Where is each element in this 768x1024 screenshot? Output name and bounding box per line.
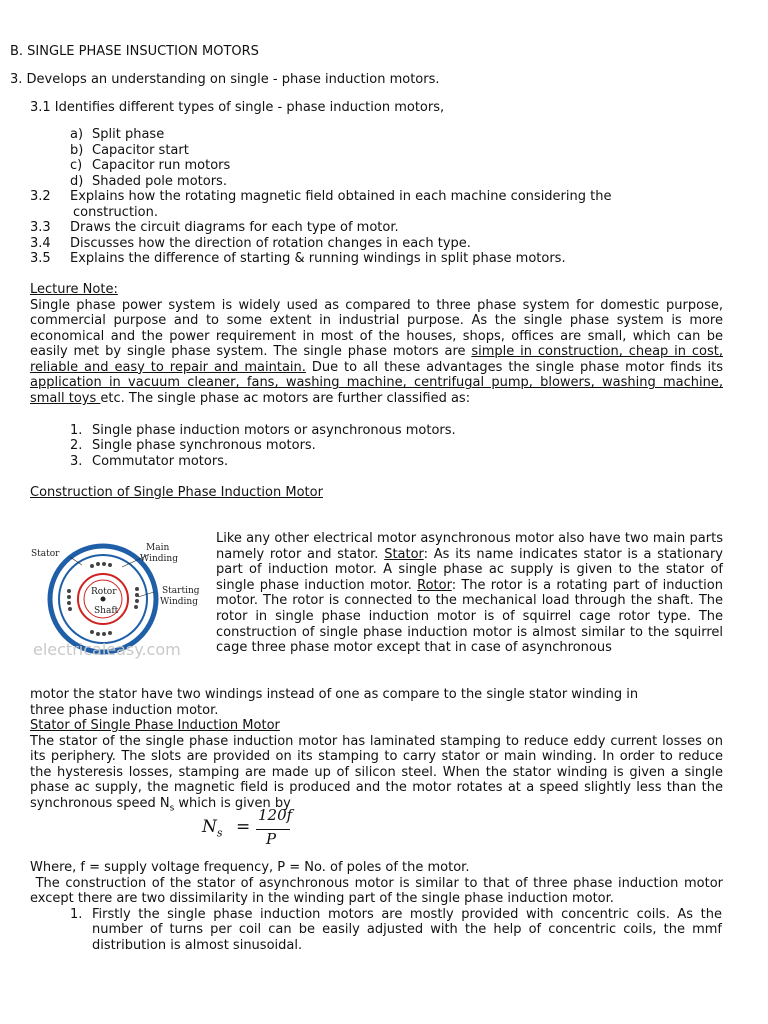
sub-item-text: Explains the difference of starting & running windings in split phase motors.	[70, 251, 566, 266]
stator-paragraph	[30, 734, 723, 818]
list-label: 2.	[70, 438, 83, 453]
list-label: 1.	[70, 422, 83, 438]
lecture-text: etc. The single phase ac motors are further classified as:	[100, 391, 471, 407]
formula-numerator: 120f	[258, 806, 293, 824]
list-text: Firstly the single phase induction motors are mostly provided with concentric coils. As the number of turns per coil can be easily adjusted with the help of concentric coils, the mmf distribution is almost sinusoidal.	[92, 906, 722, 953]
sub-item-text: construction.	[73, 204, 158, 220]
lecture-text: Due to all these advantages the single phase motor finds its	[305, 359, 723, 375]
sub-item-text: Discusses how the direction of rotation changes in each type.	[70, 235, 471, 251]
stator-title: Stator of Single Phase Induction Motor	[30, 718, 280, 733]
rotor-text: : The rotor is a rotating part of induction motor. The rotor is connected to the mechanical load through the shaft. The rotor in single phase induction motor is of squirrel cage rotor type. The construction of single phase induction motor is almost similar to the squirrel cage three phase motor except that in case of asynchronous	[216, 577, 723, 656]
sub-item-text: Explains how the rotating magnetic field obtained in each machine considering the	[70, 189, 612, 204]
formula-denominator: P	[266, 830, 277, 848]
list-text: Shaded pole motors.	[92, 173, 227, 189]
rotor-label: Rotor	[91, 587, 117, 597]
type-list-item	[70, 174, 227, 190]
lecture-paragraph	[30, 298, 723, 407]
shaft-label: Shaft	[94, 606, 119, 616]
motor-cross-section-figure	[30, 537, 205, 662]
stator-text: : As its name indicates stator is a stationary part of induction motor. A single phase ac supply is given to the stator of single phase induction motor.	[216, 546, 724, 593]
list-label: 1.	[70, 906, 83, 922]
section-heading: B. SINGLE PHASE INSUCTION MOTORS	[10, 44, 259, 59]
list-text: Capacitor run motors	[92, 158, 231, 173]
where-line: Where, f = supply voltage frequency, P = No. of poles of the motor.	[30, 860, 470, 875]
formula-lhs	[202, 817, 223, 841]
list-label: c)	[70, 158, 83, 173]
class-list-item	[70, 454, 228, 470]
shaft-point	[101, 597, 106, 602]
subscript-s: s	[169, 803, 175, 814]
formula-equals: =	[236, 817, 251, 837]
starting-winding-label: Starting	[162, 586, 200, 596]
type-list-item	[70, 143, 189, 159]
stator-paragraph-end: which is given by	[174, 795, 291, 811]
sub-item-text: Draws the circuit diagrams for each type of motor.	[70, 220, 399, 235]
list-label: a)	[70, 127, 84, 142]
synchronous-speed-formula	[202, 808, 322, 852]
dissimilarity-paragraph: The construction of the stator of asynchronous motor is similar to that of three phase induction motor except there are two dissimilarity in the winding part of the single phase induction motor.	[30, 875, 728, 907]
construction-intro: Like any other electrical motor asynchronous motor also have two main parts namely rotor and stator.	[216, 531, 723, 562]
list-text: Single phase induction motors or asynchronous motors.	[92, 422, 456, 438]
sub-item-number: 3.4	[30, 235, 51, 251]
main-winding-label: Main	[146, 543, 170, 553]
motor-diagram	[30, 537, 205, 662]
formula-symbol: N	[202, 817, 217, 837]
lecture-text: Single phase power system is widely used as compared to three phase system for domestic purpose, commercial purpose and to some extent in industrial purpose. As the single phase system is more economical and the power requirement in most of the houses, shops, offices are small, which can be easily met by single phase system. The single phase motors are	[30, 297, 723, 360]
class-list-item	[70, 438, 316, 454]
rotor-label: Rotor	[417, 577, 452, 593]
stator-label: Stator	[384, 546, 424, 562]
construction-title: Construction of Single Phase Induction Motor	[30, 485, 323, 500]
stator-paragraph-text: The stator of the single phase induction motor has laminated stamping to reduce eddy current losses on its periphery. The slots are provided on its stamping to carry stator or main winding. In order to reduce the hysteresis losses, stamping are made up of silicon steel. When the stator winding is given a single phase ac supply, the magnetic field is produced and the motor rotates at a speed slightly less than the synchronous speed N	[30, 733, 723, 811]
list-text: Split phase	[92, 127, 165, 142]
stator-label: Stator	[31, 549, 60, 559]
watermark: electricaleasy.com	[33, 640, 181, 659]
list-text: Capacitor start	[92, 142, 189, 158]
sub-item-number: 3.5	[30, 251, 51, 266]
list-label: b)	[70, 142, 84, 158]
lecture-underlined: application in vacuum cleaner, fans, washing machine, centrifugal pump, blowers, washing machine, small toys	[30, 375, 723, 407]
list-text: Single phase synchronous motors.	[92, 438, 316, 453]
construction-paragraph	[216, 531, 723, 656]
list-label: d)	[70, 173, 84, 189]
lecture-underlined: simple in construction, cheap in cost, reliable and easy to repair and maintain.	[30, 344, 723, 375]
outcome-3: 3. Develops an understanding on single - phase induction motors.	[10, 72, 440, 87]
list-text: Commutator motors.	[92, 453, 229, 469]
sub-item-number: 3.2	[30, 189, 51, 204]
type-list-item	[70, 158, 230, 174]
type-list-item	[70, 127, 164, 143]
class-list-item	[70, 423, 456, 439]
list-label: 3.	[70, 453, 83, 469]
lecture-note-title: Lecture Note:	[30, 282, 118, 297]
main-winding-label: Winding	[140, 554, 178, 564]
starting-winding-label: Winding	[160, 597, 198, 607]
construction-full-line: motor the stator have two windings instead of one as compare to the single stator winding in	[30, 687, 639, 702]
outcome-3-1: 3.1 Identifies different types of single - phase induction motors,	[30, 100, 445, 115]
formula-subscript: s	[216, 826, 223, 840]
construction-full-line: three phase induction motor.	[30, 702, 219, 718]
sub-item-number: 3.3	[30, 220, 51, 235]
